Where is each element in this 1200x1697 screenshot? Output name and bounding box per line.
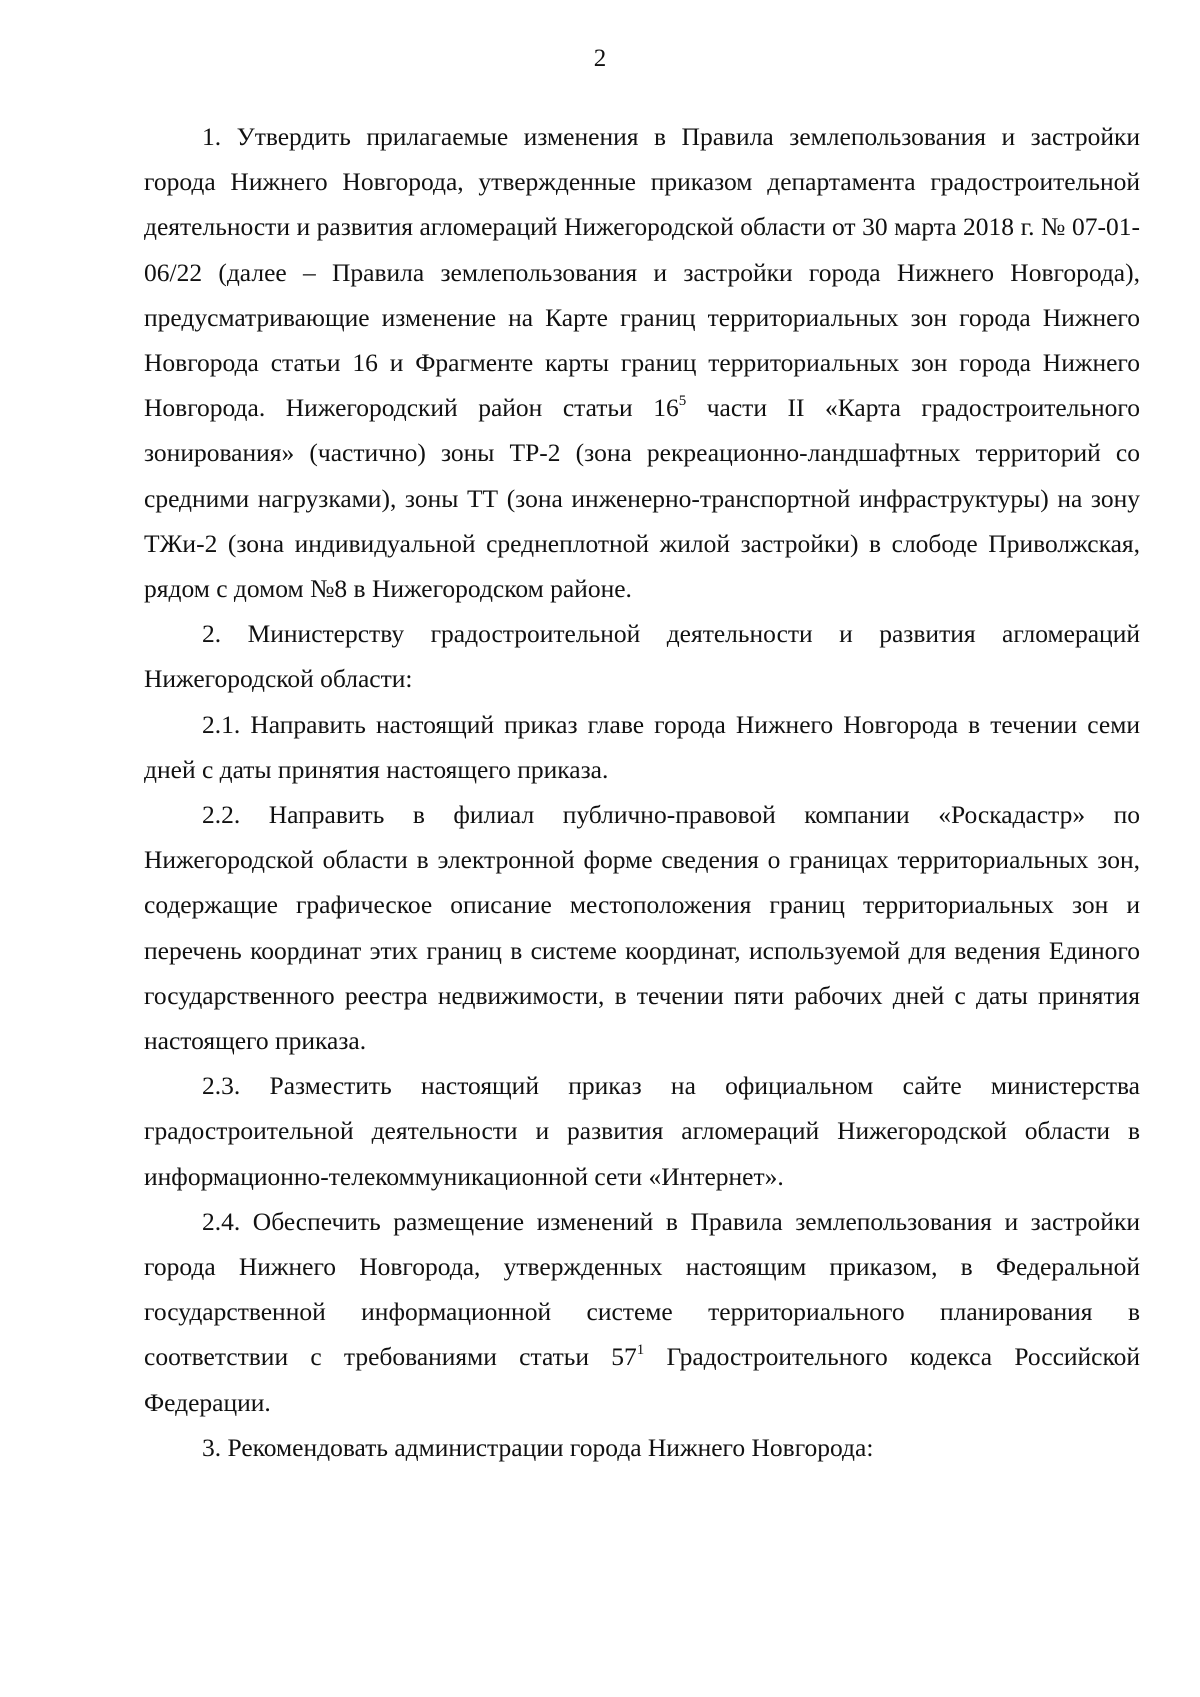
page-number: 2 (593, 45, 607, 72)
paragraph-3: 3. Рекомендовать администрации города Нижнего Новгорода: (202, 1432, 874, 1462)
paragraph-2-3: 2.3. Разместить настоящий приказ на официальном сайте министерства градостроительной деятельности и развития агломераций Нижегородской области в информационно-телекоммуникационной сети «Интернет». (144, 1071, 1140, 1191)
paragraph-2: 2. Министерству градостроительной деятельности и развития агломераций Нижегородской области: (144, 619, 1140, 694)
paragraph-2-4-text: 2.4. Обеспечить размещение изменений в Правила землепользования и застройки города Нижнего Новгорода, утвержденных настоящим приказом, в Федеральной государственной информационной системе территориального планирования в соответствии с требованиями статьи 57 (144, 1206, 1140, 1372)
paragraph-1-text: 1. Утвердить прилагаемые изменения в Правила землепользования и застройки города Нижнего Новгорода, утвержденные приказом департамента градостроительной деятельности и развития агломераций Нижегородской области от 30 марта 2018 г. № 07-01-06/22 (далее – Правила землепользования и застройки города Нижнего Новгорода), предусматривающие изменение на Карте границ территориальных зон города Нижнего Новгорода статьи 16 и Фрагменте карты границ территориальных зон города Нижнего Новгорода. Нижегородский район статьи 16 (144, 122, 1140, 423)
document-body (144, 114, 1140, 1470)
paragraph-1-text-continued: части II «Карта градостроительного зонирования» (частично) зоны ТР-2 (зона рекреационно-ландшафтных территорий со средними нагрузками), зоны ТТ (зона инженерно-транспортной инфраструктуры) на зону ТЖи-2 (зона индивидуальной среднеплотной жилой застройки) в слободе Приволжская, рядом с домом №8 в Нижегородском районе. (144, 393, 1140, 604)
paragraph-2-2: 2.2. Направить в филиал публично-правовой компании «Роскадастр» по Нижегородской области в электронной форме сведения о границах территориальных зон, содержащие графическое описание местоположения границ территориальных зон и перечень координат этих границ в системе координат, используемой для ведения Единого государственного реестра недвижимости, в течении пяти рабочих дней с даты принятия настоящего приказа. (144, 800, 1140, 1056)
paragraph-2-1: 2.1. Направить настоящий приказ главе города Нижнего Новгорода в течении семи дней с даты принятия настоящего приказа. (144, 709, 1140, 784)
superscript-article-index: 5 (678, 393, 687, 410)
paragraph-2-4 (144, 1199, 1140, 1425)
paragraph-1 (144, 114, 1140, 611)
paragraph-2-4-text-continued: Градостроительного кодекса Российской Федерации. (144, 1342, 1140, 1417)
superscript-article-index: 1 (636, 1342, 645, 1359)
